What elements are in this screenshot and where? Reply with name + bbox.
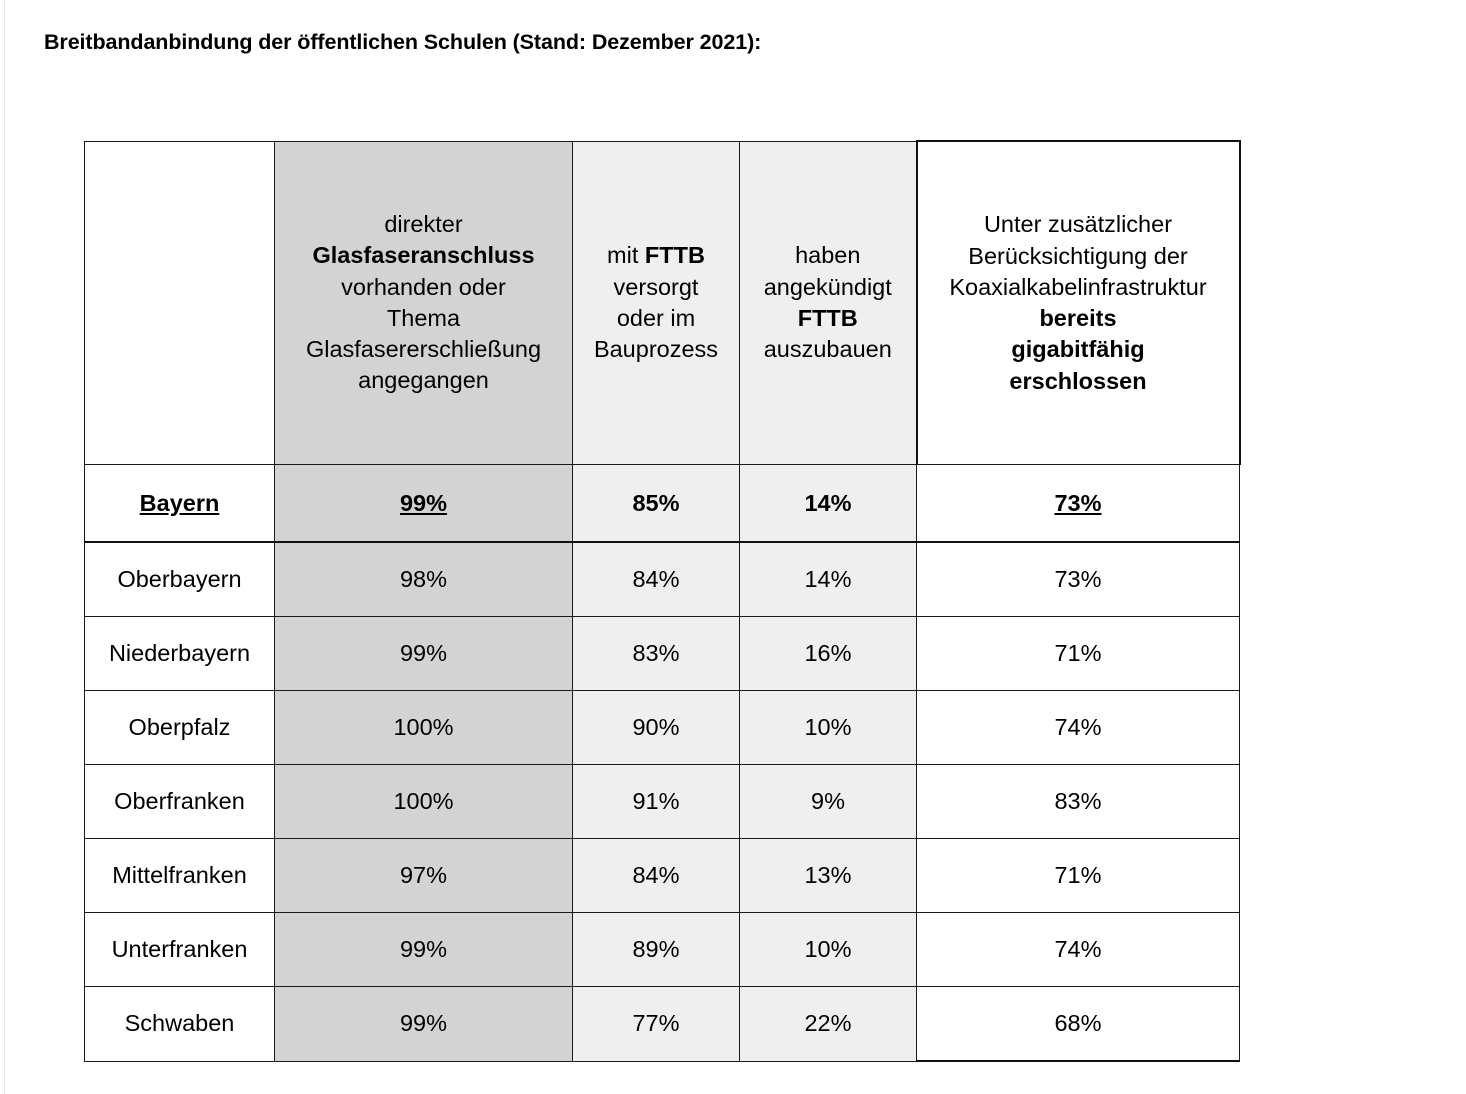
table-row [85, 542, 1240, 617]
cell-announced: 16% [740, 617, 917, 691]
cell-fiber: 99% [275, 913, 573, 987]
cell-coax: 83% [917, 765, 1240, 839]
header-fiber-line-5: Glasfasererschließung [305, 336, 542, 362]
header-fttb-line-1-prefix: mit [607, 242, 645, 269]
cell-fiber-text: 99% [399, 489, 448, 516]
header-announced-line-2: angekündigt [763, 273, 892, 300]
header-fttb-line-1-bold: FTTB [644, 242, 705, 269]
cell-fttb: 84% [573, 542, 740, 617]
cell-announced: 14% [740, 542, 917, 617]
cell-announced: 9% [740, 765, 917, 839]
header-coax-line-6: erschlossen [1009, 367, 1147, 394]
header-fiber-line-1: direkter [384, 211, 463, 237]
cell-announced: 10% [740, 691, 917, 765]
header-fttb-line-2: versorgt [613, 273, 699, 300]
table-row [85, 465, 1240, 543]
cell-fiber: 98% [275, 542, 573, 617]
cell-fttb: 90% [573, 691, 740, 765]
header-fiber-line-2: Glasfaseranschluss [312, 242, 535, 269]
cell-region-text: Bayern [139, 489, 220, 516]
cell-fiber: 100% [275, 691, 573, 765]
header-fiber-line-4: Thema [386, 304, 461, 331]
cell-region: Mittelfranken [85, 839, 275, 913]
cell-region: Unterfranken [85, 913, 275, 987]
cell-fttb: 85% [573, 465, 740, 543]
cell-coax-text: 73% [1054, 489, 1102, 516]
table-row [85, 691, 1240, 765]
header-coax-line-5: gigabitfähig [1011, 336, 1145, 363]
table-row [85, 839, 1240, 913]
header-announced-line-1: haben [795, 242, 861, 269]
header-cell-announced [740, 141, 917, 465]
cell-fttb: 83% [573, 617, 740, 691]
page-left-margin-rule [0, 0, 5, 1094]
header-fttb-line-4: Bauprozess [593, 336, 719, 362]
cell-coax: 73% [917, 542, 1240, 617]
header-announced-line-3: FTTB [797, 304, 858, 331]
table-body [85, 465, 1240, 1062]
cell-announced: 13% [740, 839, 917, 913]
cell-region: Oberfranken [85, 765, 275, 839]
header-cell-fttb [573, 141, 740, 465]
header-coax-line-2: Berücksichtigung der [968, 242, 1188, 269]
table-row [85, 617, 1240, 691]
table-header [85, 141, 1240, 465]
broadband-table [84, 140, 1241, 1062]
cell-fiber: 99% [275, 987, 573, 1062]
cell-region: Oberpfalz [85, 691, 275, 765]
header-fttb-line-1 [573, 240, 739, 271]
cell-region: Oberbayern [85, 542, 275, 617]
cell-region: Niederbayern [85, 617, 275, 691]
header-coax-line-4: bereits [1039, 305, 1117, 331]
cell-announced: 14% [740, 465, 917, 543]
cell-fiber: 97% [275, 839, 573, 913]
header-cell-coax [917, 141, 1240, 465]
cell-fiber: 100% [275, 765, 573, 839]
header-fiber-line-3: vorhanden oder [341, 273, 506, 300]
header-cell-fiber [275, 141, 573, 465]
cell-announced: 22% [740, 987, 917, 1062]
header-fttb-line-3: oder im [616, 304, 696, 331]
header-coax-line-3: Koaxialkabelinfrastruktur [949, 273, 1207, 300]
header-coax-line-1: Unter zusätzlicher [983, 211, 1173, 238]
cell-fiber [275, 465, 573, 543]
cell-announced: 10% [740, 913, 917, 987]
cell-fiber: 99% [275, 617, 573, 691]
cell-coax: 74% [917, 691, 1240, 765]
table-row [85, 765, 1240, 839]
cell-coax: 68% [917, 987, 1240, 1062]
cell-fttb: 89% [573, 913, 740, 987]
cell-region: Schwaben [85, 987, 275, 1062]
broadband-table-container [84, 140, 1239, 1062]
table-row [85, 913, 1240, 987]
cell-fttb: 84% [573, 839, 740, 913]
header-announced-line-4: auszubauen [763, 336, 892, 362]
table-row [85, 987, 1240, 1062]
cell-fttb: 91% [573, 765, 740, 839]
cell-fttb: 77% [573, 987, 740, 1062]
cell-region [85, 465, 275, 543]
page-title: Breitbandanbindung der öffentlichen Schulen (Stand: Dezember 2021): [44, 30, 762, 54]
table-header-row [85, 141, 1240, 465]
cell-coax: 71% [917, 617, 1240, 691]
cell-coax [917, 465, 1240, 543]
cell-coax: 71% [917, 839, 1240, 913]
cell-coax: 74% [917, 913, 1240, 987]
header-fiber-line-6: angegangen [358, 367, 489, 394]
header-cell-region [85, 141, 275, 465]
